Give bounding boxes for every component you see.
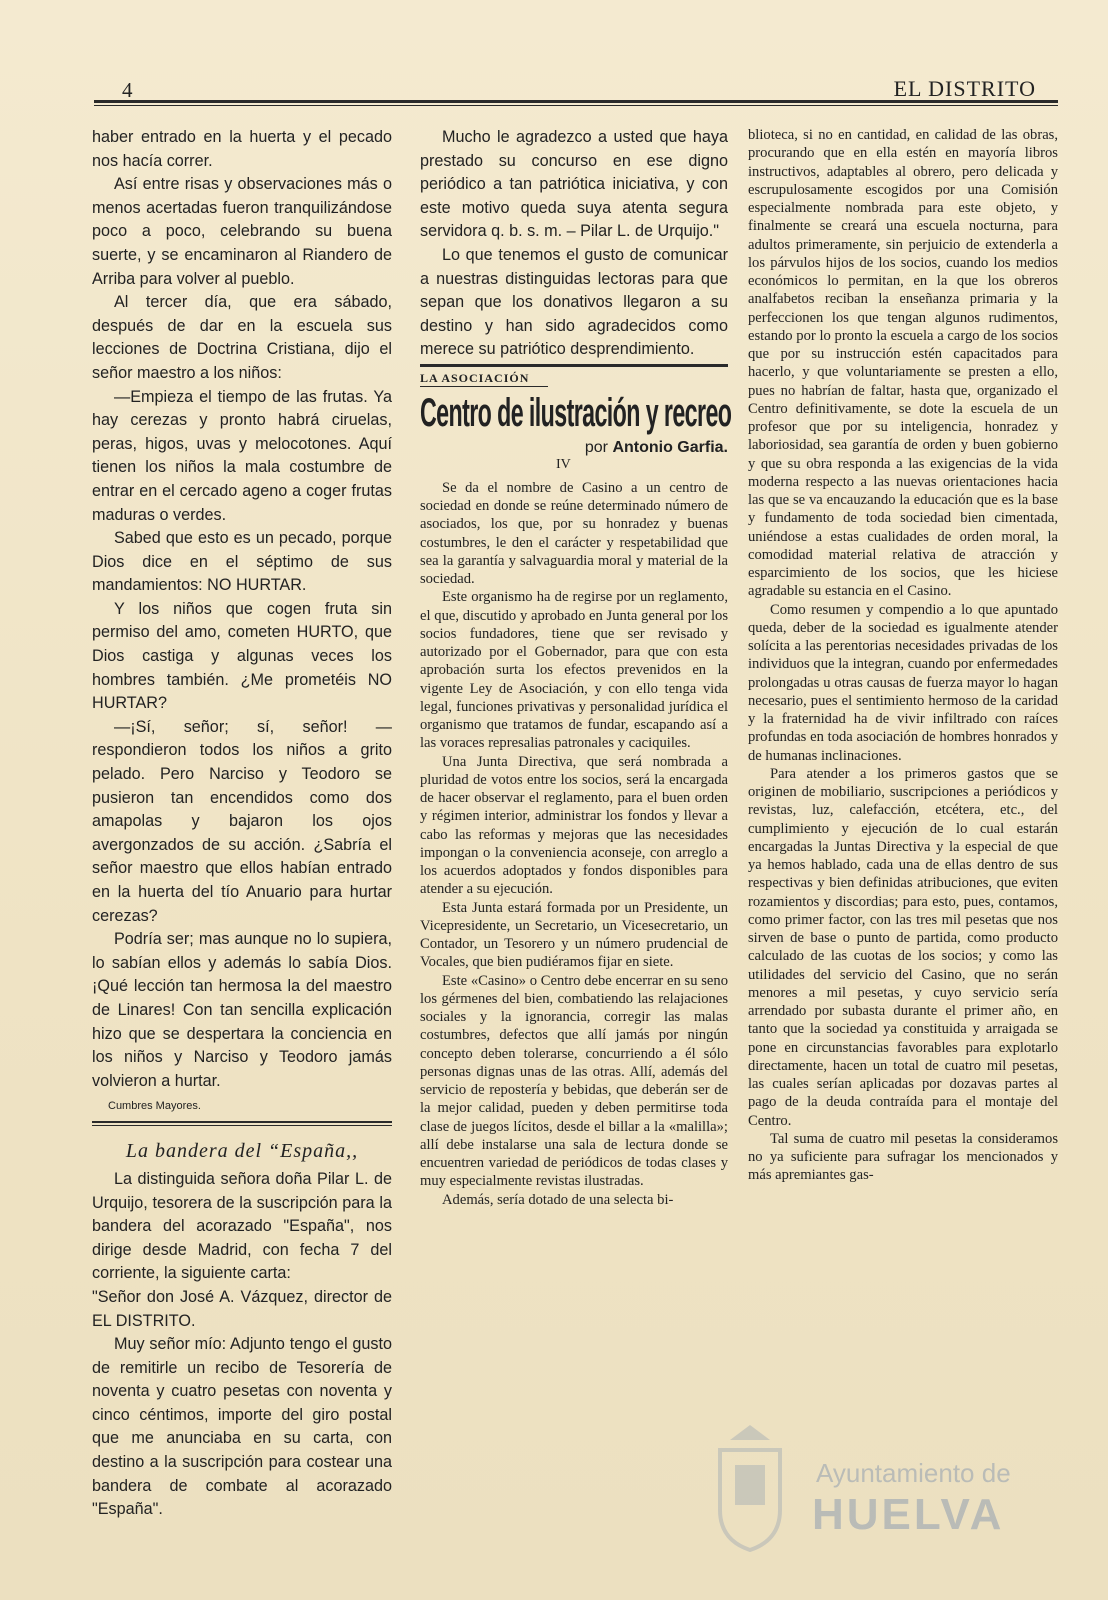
paragraph: blioteca, si no en cantidad, en calidad de las obras, procurando que en ella estén en mayoría libros instructivos, adaptables al obrero, pero delicada y escrupulosamente escogidos por una Comisión especialmente nombrada para este objeto, y finalmente se creará una escuela nocturna, para adultos primeramente, sin perjuicio de extenderla a los párvulos hijos de los socios, cuando los medios económicos lo permitan, en la que los obreros analfabetos reciban la enseñanza primaria y la perfeccionen los que tengan algunos rudimentos, estando por lo pronto la escuela a cargo de los socios que por su instrucción estén capacitados para hacerlo, y que voluntariamente se presten a ello, pues no habrían de faltar, hasta que, organizado el Centro definitivamente, se dote la escuela de un profesor que por su inteligencia, honradez y laboriosidad, sea garantía de orden y buen gobierno y que su obra responda a las exigencias de la vida moderna respecto a las nuevas orientaciones hacia las que se va encauzando la educación que es la base y fundamento de toda sociedad bien cimentada, uniéndose a estas cualidades de orden moral, la comodidad material relativa de atracción y esparcimiento de los socios, que les hiciese agradable su estancia en el Casino. [748, 127, 1058, 600]
article-title: La bandera del “España,, [125, 1140, 359, 1163]
paragraph: La distinguida señora doña Pilar L. de Urquijo, tesorera de la suscripción para la bandera del acorazado "España", nos dirige desde Madrid, con fecha 7 del corriente, la siguiente carta: [92, 1169, 392, 1283]
paragraph: Se da el nombre de Casino a un centro de sociedad en donde se reúne determinado número de asociados, los que, por su honradez y buenas costumbres, le den el carácter y respetabilidad que sea la garantía y salvaguardia moral y material de la sociedad. [420, 479, 728, 588]
paragraph: Como resumen y compendio a lo que apuntado queda, deber de la sociedad es igualmente atender solícita a las perentorias necesidades privadas de los individuos que la integran, cuando por enfermedades prolongadas u otras causas de fuerza mayor lo hagan necesario, pues el sentimiento hermoso de la caridad y la fraternidad ha de vivir infiltrado con raíces profundas en toda asociación de hombres honrados y de humanas inclinaciones. [748, 601, 1058, 764]
header-rule [94, 100, 1058, 106]
headline: Centro de ilustración y recreo [420, 390, 732, 435]
paragraph: Muy señor mío: Adjunto tengo el gusto de remitirle un recibo de Tesorería de noventa y cuatro pesetas con noventa y cinco céntimos, importe del giro postal que me anunciaba en su carta, con destino a la suscripción para costear una bandera de combate al acorazado "España". [92, 1335, 392, 1519]
paragraph: Para atender a los primeros gastos que se originen de mobiliario, suscripciones a periódicos y revistas, luz, calefacción, etcétera, etc., del cumplimiento y ejecución de lo cual estarán encargadas la Juntas Directiva y la especial de que ya hemos hablado, cada una de ellas dentro de sus respectivas y bien definidas atribuciones, que eviten rozamientos y discordias; para esto, pues, contamos, como primer factor, con las tres mil pesetas que nos sirven de base o punto de partida, como producto calculado de las cuotas de los socios; y como las utilidades del servicio del Casino, que no serán menores a mil pesetas, y cuyo servicio sería arrendado por subasta durante el primer año, en tanto que la sociedad ya constituida y arraigada se pone en circunstancias favorables para explotarlo directamente, hacen un total de cuatro mil pesetas, las cuales serían aplicadas por dozavas partes al pago de la deuda contraída para el montaje del Centro. [748, 765, 1058, 1129]
coat-of-arms-icon [700, 1420, 800, 1560]
paragraph: Este organismo ha de regirse por un reglamento, el que, discutido y aprobado en Junta general por los socios fundadores, tiene que ser revisado y autorizado por el Gobernador, para que con esta aprobación surta los efectos prevenidos en la vigente Ley de Asociación, y con ello tenga vida legal, funciones privativas y personalidad jurídica el organismo que tratamos de fundar, escapando así a las voraces represalias patronales y caciquiles. [420, 589, 728, 752]
paragraph: Y los niños que cogen fruta sin permiso del amo, cometen HURTO, que Dios castiga y algunas veces los hombres también. ¿Me prometéis NO HURTAR? [92, 599, 392, 713]
divider [420, 386, 548, 387]
divider [92, 1121, 392, 1123]
paragraph: Mucho le agradezco a usted que haya prestado su concurso en ese digno periódico a tan patriótica iniciativa, y con este motivo queda suya atenta segura servidora q. b. s. m. – Pilar L. de Urquijo." [420, 128, 728, 241]
newspaper-title: EL DISTRITO [893, 76, 1036, 101]
paragraph: Podría ser; mas aunque no lo supiera, lo sabían ellos y además lo sabía Dios. ¡Qué lección tan hermosa la del maestro de Linares! Con tan sencilla explicación hizo que se despertara la conciencia en los niños y Narciso y Teodoro jamás volvieron a hurtar. [92, 930, 392, 1090]
paragraph: haber entrado en la huerta y el pecado nos hacía correr. [92, 128, 392, 170]
paragraph: Lo que tenemos el gusto de comunicar a nuestras distinguidas lectoras para que sepan que los donativos llegaron a su destino y han sido agradecidos como merece su patriótico desprendimiento. [420, 245, 728, 359]
paragraph: Al tercer día, que era sábado, después de dar en la escuela sus lecciones de Doctrina Cristiana, dijo el señor maestro a los niños: [92, 293, 392, 382]
paragraph: Una Junta Directiva, que será nombrada a pluridad de votos entre los socios, será la encargada de hacer observar el reglamento, para el buen orden y régimen interior, administrar los fondos y llevar a cabo las reformas y mejoras que las necesidades impongan o la conveniencia aconseje, con arreglo a los acuerdos adoptados y fondos disponibles para atender a su ejecución. [420, 753, 728, 898]
byline [420, 439, 728, 457]
paragraph: Además, sería dotado de una selecta bi- [442, 1191, 674, 1208]
byline-author: Antonio Garfia. [612, 438, 728, 456]
paragraph: —¡Sí, señor; sí, señor! — respondieron todos los niños a grito pelado. Pero Narciso y Teodoro se pusieron tan encendidos como dos amapolas y bajaron los ojos avergonzados de su acción. ¿Sabría el señor maestro que ellos habían entrado en la huerta del tío Anuario para hurtar cerezas? [92, 717, 392, 925]
paragraph: Así entre risas y observaciones más o menos acertadas fueron tranquilizándose poco a poco, celebrando su buena suerte, y se encaminaron al Riandero de Arriba para volver al pueblo. [92, 175, 392, 288]
source-credit: Cumbres Mayores. [108, 1100, 201, 1113]
letter-salutation: "Señor don José A. Vázquez, director de EL DISTRITO. [92, 1287, 392, 1330]
divider [92, 1125, 392, 1126]
section-label: LA ASOCIACIÓN [420, 370, 530, 385]
paragraph: Tal suma de cuatro mil pesetas la consideramos no ya suficiente para sufragar los mencionados y más apremiantes gas- [748, 1130, 1058, 1184]
paragraph: Sabed que esto es un pecado, porque Dios dice en el séptimo de sus mandamientos: NO HURTAR. [92, 529, 392, 595]
paragraph: Este «Casino» o Centro debe encerrar en su seno los gérmenes del bien, combatiendo las relajaciones sociales y la ignorancia, corregir las malas costumbres, defectos que allí jamás por ningún concepto deben tolerarse, concurriendo a él sólo personas dignas unas de las otras. Allí, además del servicio de repostería y bebidas, que deberán ser de la mejor calidad, pueden y deben permitirse toda clase de juegos lícitos, desde el billar a la «malilla»; allí debe instalarse una sala de lectura donde se encuentren variedad de periódicos de todas clases y muy especialmente revistas ilustradas. [420, 972, 728, 1190]
watermark-line2: HUELVA [812, 1490, 1005, 1539]
watermark-line1: Ayuntamiento de [816, 1458, 1011, 1488]
page-number: 4 [122, 78, 133, 102]
divider [420, 364, 728, 367]
column-3 [748, 126, 1058, 1185]
paragraph: —Empieza el tiempo de las frutas. Ya hay cerezas y pronto habrá ciruelas, peras, higos, uvas y melocotones. Aquí tienen los niños la mala costumbre de entrar en el cercado ageno a coger frutas maduras o verdes. [92, 387, 392, 524]
chapter-number: IV [556, 456, 571, 472]
column-2 [420, 126, 732, 1209]
column-1 [92, 126, 392, 1522]
byline-prefix: por [584, 438, 613, 456]
paragraph: Esta Junta estará formada por un Presidente, un Vicepresidente, un Secretario, un Vicesecretario, un Contador, un Tesorero y un número prudencial de Vocales, que bien pudiéramos fijar en siete. [420, 899, 728, 971]
